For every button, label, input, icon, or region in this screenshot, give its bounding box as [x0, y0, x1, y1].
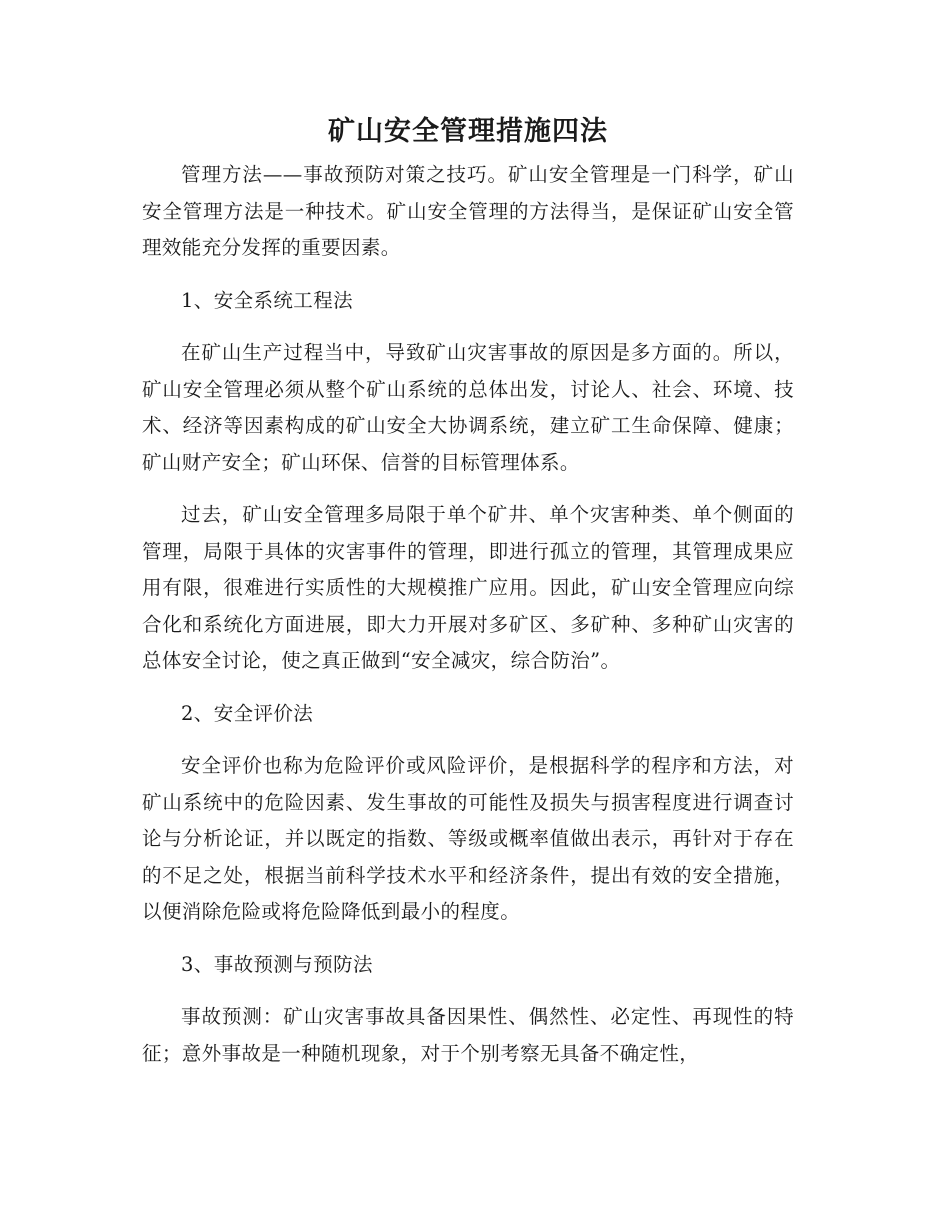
section-2-paragraph-1: 安全评价也称为危险评价或风险评价，是根据科学的程序和方法，对矿山系统中的危险因素、发生事故的可能性及损失与损害程度进行调查讨论与分析论证，并以既定的指数、等级或概率值做出表示，再针对于存在的不足之处，根据当前科学技术水平和经济条件，提出有效的安全措施，以便消除危险或将危险降低到最小的程度。: [142, 754, 794, 923]
section-1-paragraph-2: 过去，矿山安全管理多局限于单个矿井、单个灾害种类、单个侧面的管理，局限于具体的灾害事件的管理，即进行孤立的管理，其管理成果应用有限，很难进行实质性的大规模推广应用。因此，矿山安全管理应向综合化和系统化方面进展，即大力开展对多矿区、多矿种、多种矿山灾害的总体安全讨论，使之真正做到“安全减灾，综合防治”。: [142, 503, 794, 672]
section-3-paragraph-1: 事故预测：矿山灾害事故具备因果性、偶然性、必定性、再现性的特征；意外事故是一种随机现象，对于个别考察无具备不确定性，: [142, 1005, 794, 1065]
section-1-paragraph-1: 在矿山生产过程当中，导致矿山灾害事故的原因是多方面的。所以，矿山安全管理必须从整个矿山系统的总体出发，讨论人、社会、环境、技术、经济等因素构成的矿山安全大协调系统，建立矿工生命保障、健康；矿山财产安全；矿山环保、信誉的目标管理体系。: [142, 341, 794, 474]
page-title: 矿山安全管理措施四法: [328, 116, 608, 147]
section-heading-2: 2、安全评价法: [181, 701, 314, 725]
section-heading-1: 1、安全系统工程法: [181, 288, 354, 312]
section-heading-3: 3、事故预测与预防法: [181, 952, 373, 976]
intro-paragraph: 管理方法——事故预防对策之技巧。矿山安全管理是一门科学，矿山安全管理方法是一种技术。矿山安全管理的方法得当，是保证矿山安全管理效能充分发挥的重要因素。: [142, 163, 794, 259]
document-page: [142, 112, 794, 1088]
